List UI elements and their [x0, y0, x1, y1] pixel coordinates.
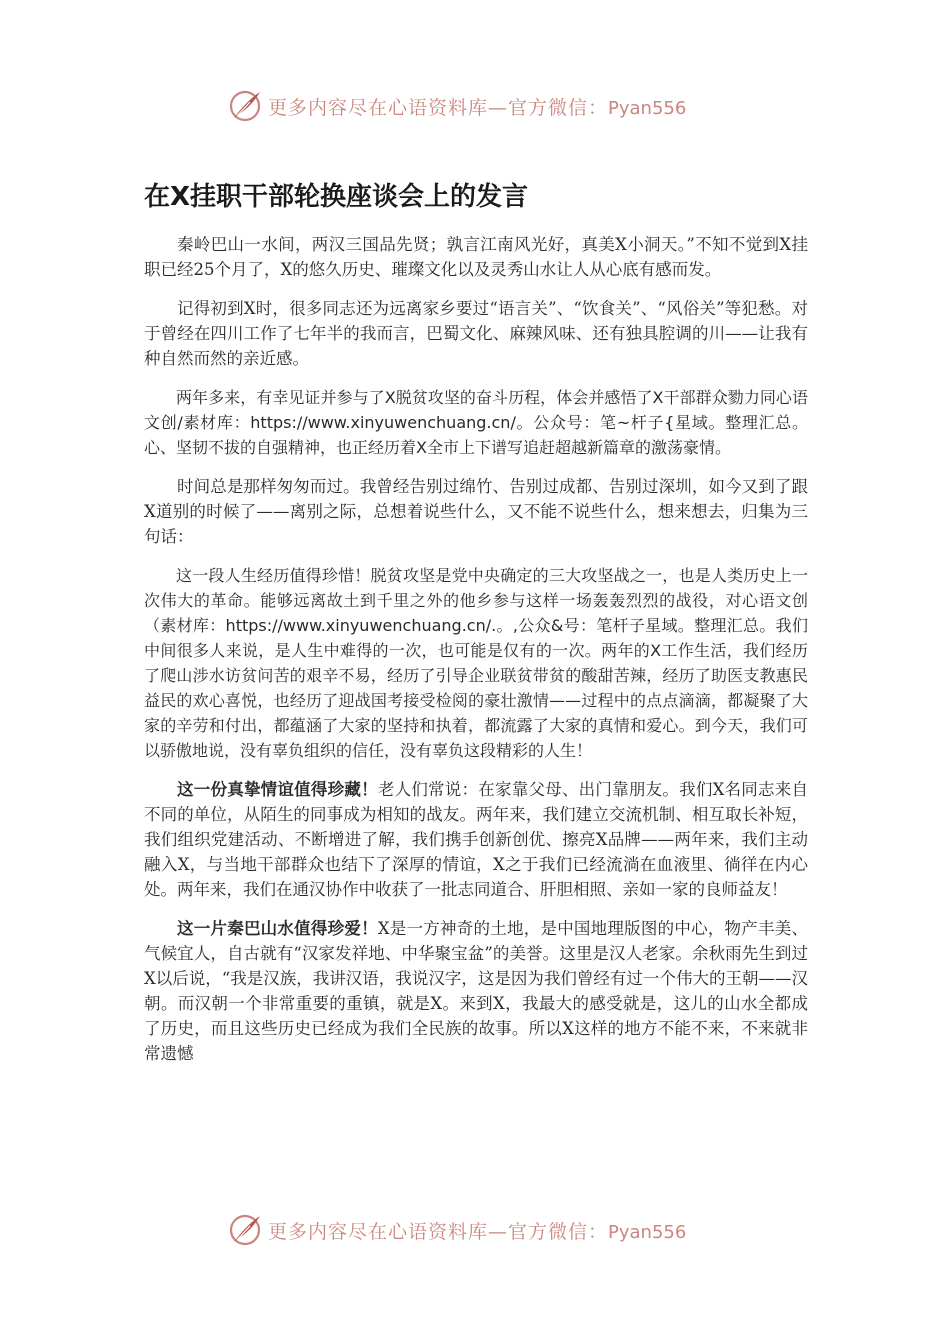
paragraph-6-lead: 这一份真挚情谊值得珍藏！: [177, 780, 378, 799]
wechat-id: Pyan556: [608, 1221, 687, 1243]
paragraph-2: 记得初到X时，很多同志还为远离家乡要过“语言关”、“饮食关”、“风俗关”等犯愁。对于曾经在四川工作了七年半的我而言，巴蜀文化、麻辣风味、还有独具腔调的川——让我有种自然而然的亲近感。: [144, 299, 808, 368]
page-title: 在X挂职干部轮换座谈会上的发言: [144, 182, 529, 212]
footer-watermark-banner: [228, 1210, 728, 1250]
paragraph-7: [144, 916, 808, 1066]
header-watermark-banner: [228, 86, 728, 126]
paragraph-1: 秦岭巴山一水间，两汉三国品先贤；孰言江南风光好，真美X小洞天。”不知不觉到X挂职已经25个月了，X的悠久历史、璀璨文化以及灵秀山水让人从心底有感而发。: [144, 235, 808, 279]
wechat-id: Pyan556: [608, 97, 687, 119]
quill-logo-icon: [228, 1212, 264, 1248]
banner-text: 更多内容尽在心语资料库—官方微信：Pyan556: [268, 96, 687, 119]
paragraph-6-body: 老人们常说：在家靠父母、出门靠朋友。我们X名同志来自不同的单位，从陌生的同事成为相知的战友。两年来，我们建立交流机制、相互取长补短，我们组织党建活动、不断增进了解，我们携手创新创优、擦亮X品牌——两年来，我们主动融入X，与当地干部群众也结下了深厚的情谊，X之于我们已经流淌在血液里、徜徉在内心处。两年来，我们在通汉协作中收获了一批志同道合、肝胆相照、亲如一家的良师益友！: [144, 780, 809, 899]
paragraph-6: [144, 777, 808, 902]
paragraph-7-lead: 这一片秦巴山水值得珍爱！: [177, 919, 378, 938]
quill-logo-icon: [228, 88, 264, 124]
paragraph-4: 时间总是那样匆匆而过。我曾经告别过绵竹、告别过成都、告别过深圳，如今又到了跟X道别的时候了——离别之际，总想着说些什么，又不能不说些什么，想来想去，归集为三句话：: [144, 477, 808, 546]
banner-text: 更多内容尽在心语资料库—官方微信：Pyan556: [268, 1220, 687, 1243]
paragraph-5: 这一段人生经历值得珍惜！脱贫攻坚是党中央确定的三大攻坚战之一，也是人类历史上一次伟大的革命。能够远离故土到千里之外的他乡参与这样一场轰轰烈烈的战役，对心语文创（素材库：https://www.xinyuwenchuang.cn/.。,公众&号：笔杆子星域。整理汇总。我们中间很多人来说，是人生中难得的一次，也可能是仅有的一次。两年的X工作生活，我们经历了爬山涉水访贫问苦的艰辛不易，经历了引导企业联贫带贫的酸甜苦辣，经历了助医支教惠民益民的欢心喜悦，也经历了迎战国考接受检阅的豪壮激情——过程中的点点滴滴，都凝聚了大家的辛劳和付出，都蕴涵了大家的坚持和执着，都流露了大家的真情和爱心。到今天，我们可以骄傲地说，没有辜负组织的信任，没有辜负这段精彩的人生！: [144, 566, 808, 760]
paragraph-7-body: X是一方神奇的土地，是中国地理版图的中心，物产丰美、气候宜人，自古就有“汉家发祥地、中华聚宝盆”的美誉。这里是汉人老家。余秋雨先生到过X以后说，“我是汉族，我讲汉语，我说汉字，这是因为我们曾经有过一个伟大的王朝——汉朝。而汉朝一个非常重要的重镇，就是X。来到X，我最大的感受就是，这儿的山水全都成了历史，而且这些历史已经成为我们全民族的故事。所以X这样的地方不能不来，不来就非常遗憾: [144, 919, 809, 1063]
paragraph-3: 两年多来，有幸见证并参与了X脱贫攻坚的奋斗历程，体会并感悟了X干部群众勠力同心语文创/素材库：https://www.xinyuwenchuang.cn/。公众号：笔~杆子{星域。整理汇总。心、坚韧不拔的自强精神，也正经历着X全市上下谱写追赶超越新篇章的激荡豪情。: [144, 388, 808, 457]
document-body: [144, 232, 808, 1080]
